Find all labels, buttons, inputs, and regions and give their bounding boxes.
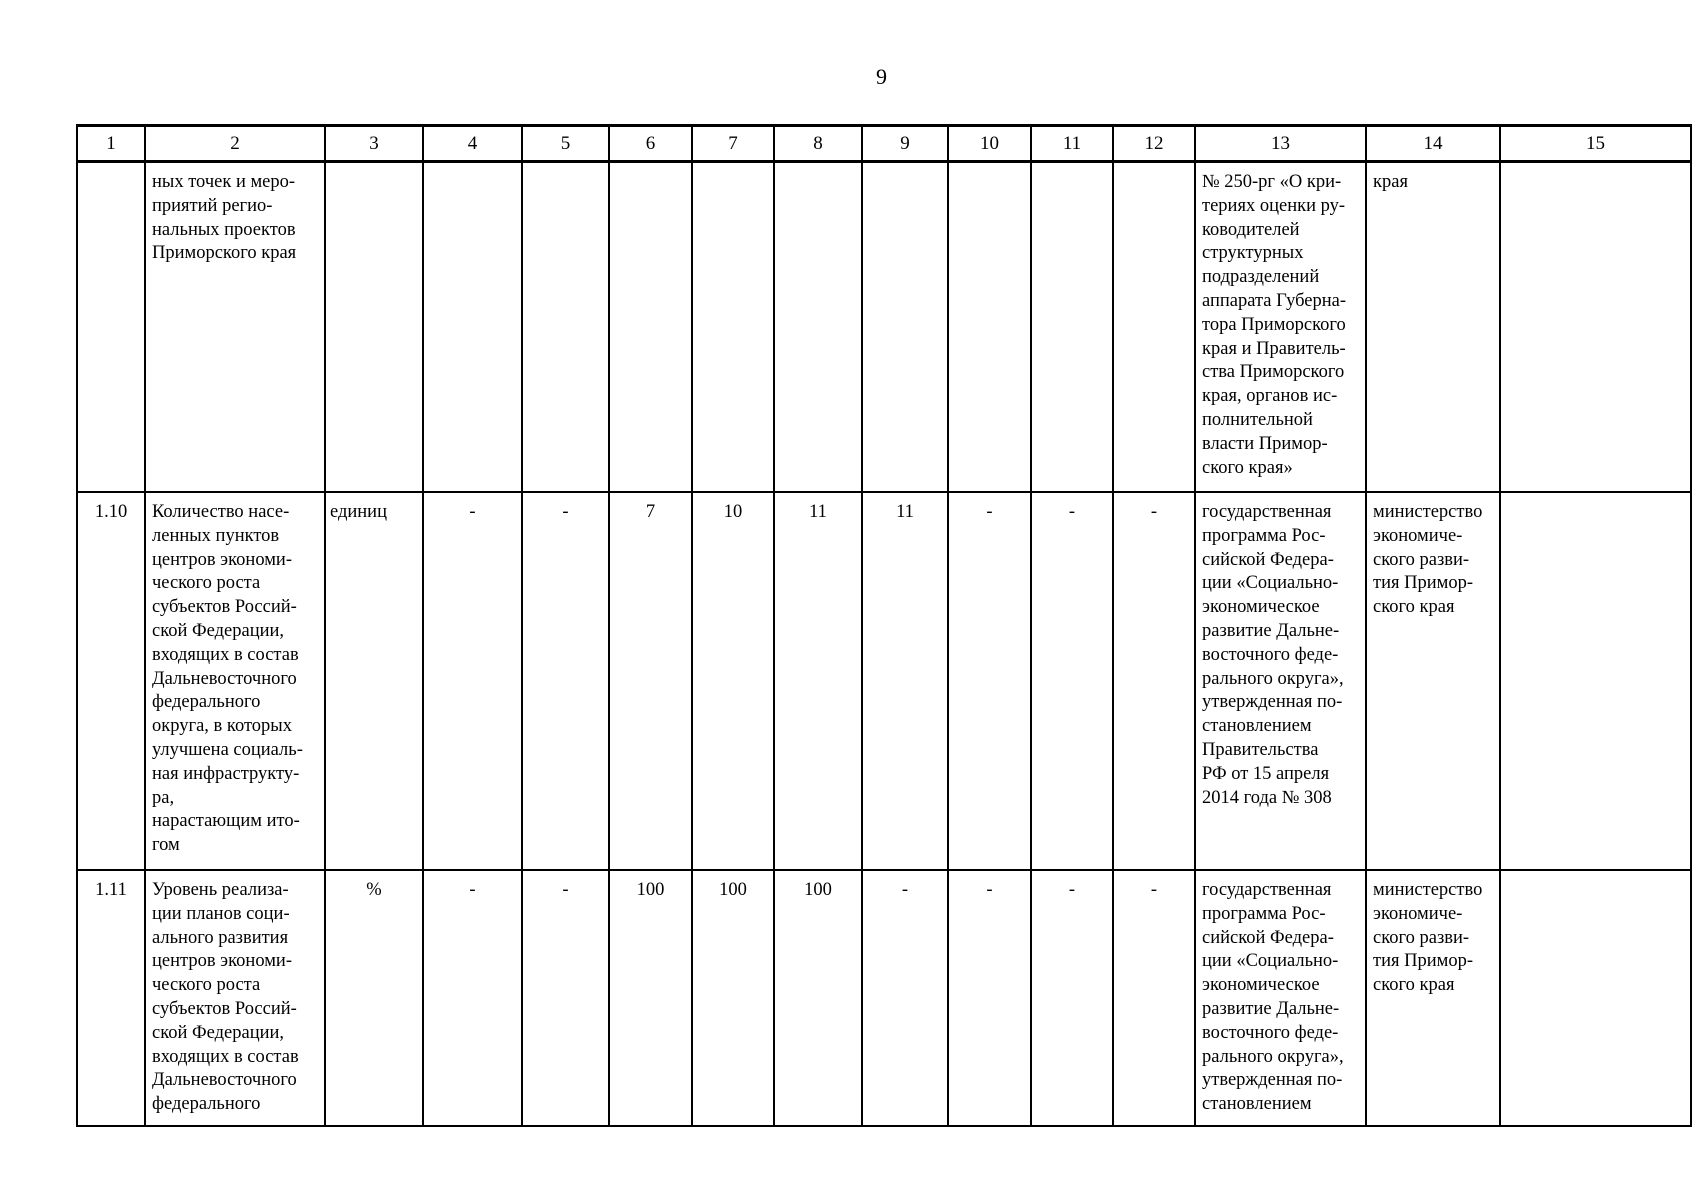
value-cell: - xyxy=(522,492,609,870)
value-cell: 100 xyxy=(609,870,692,1126)
value-cell xyxy=(522,162,609,493)
row-number xyxy=(77,162,145,493)
source-document: государственная программа Рос- сийской Федера- ции «Социально- экономическое развитие Дальне- восточного феде- рального округа», утвержденная по- становлением Правительства РФ от 15 апреля 2014 года № 308 xyxy=(1195,492,1366,870)
column-header: 4 xyxy=(423,126,522,162)
table-row xyxy=(77,870,1691,1126)
value-cell: - xyxy=(1031,492,1113,870)
value-cell xyxy=(692,162,774,493)
note-cell xyxy=(1500,162,1691,493)
note-cell xyxy=(1500,492,1691,870)
value-cell: - xyxy=(423,870,522,1126)
column-header: 12 xyxy=(1113,126,1195,162)
value-cell xyxy=(423,162,522,493)
column-header: 13 xyxy=(1195,126,1366,162)
page-number: 9 xyxy=(876,64,887,89)
table-row xyxy=(77,162,1691,493)
value-cell: - xyxy=(1031,870,1113,1126)
value-cell xyxy=(948,162,1031,493)
indicators-table xyxy=(76,124,1692,1127)
value-cell: - xyxy=(948,870,1031,1126)
value-cell xyxy=(1113,162,1195,493)
value-cell: - xyxy=(1113,870,1195,1126)
value-cell: - xyxy=(862,870,948,1126)
column-header: 10 xyxy=(948,126,1031,162)
unit-cell: % xyxy=(325,870,423,1126)
column-header: 6 xyxy=(609,126,692,162)
unit-cell xyxy=(325,162,423,493)
column-header: 5 xyxy=(522,126,609,162)
source-document: государственная программа Рос- сийской Федера- ции «Социально- экономическое развитие Дальне- восточного феде- рального округа», утвержденная по- становлением xyxy=(1195,870,1366,1126)
value-cell: 10 xyxy=(692,492,774,870)
value-cell xyxy=(1031,162,1113,493)
column-header: 11 xyxy=(1031,126,1113,162)
value-cell: - xyxy=(1113,492,1195,870)
indicator-name: ных точек и меро- приятий регио- нальных проектов Приморского края xyxy=(145,162,325,493)
value-cell xyxy=(774,162,862,493)
source-document: № 250-рг «О кри- териях оценки ру- ководителей структурных подразделений аппарата Губерна- тора Приморского края и Правитель- ства Приморского края, органов ис- полнительной власти Примор- ского края» xyxy=(1195,162,1366,493)
unit-cell: единиц xyxy=(325,492,423,870)
column-header: 7 xyxy=(692,126,774,162)
value-cell: 100 xyxy=(774,870,862,1126)
column-header: 9 xyxy=(862,126,948,162)
responsible-body: министерство экономиче- ского разви- тия Примор- ского края xyxy=(1366,870,1500,1126)
column-header: 14 xyxy=(1366,126,1500,162)
column-header: 3 xyxy=(325,126,423,162)
value-cell: 11 xyxy=(774,492,862,870)
responsible-body: края xyxy=(1366,162,1500,493)
table-header-row xyxy=(77,126,1691,162)
column-header: 2 xyxy=(145,126,325,162)
column-header: 1 xyxy=(77,126,145,162)
value-cell: - xyxy=(948,492,1031,870)
value-cell: 100 xyxy=(692,870,774,1126)
indicator-name: Уровень реализа- ции планов соци- ального развития центров экономи- ческого роста субъектов Россий- ской Федерации, входящих в состав Дальневосточного федерального xyxy=(145,870,325,1126)
table-row xyxy=(77,492,1691,870)
responsible-body: министерство экономиче- ского разви- тия Примор- ского края xyxy=(1366,492,1500,870)
value-cell: 7 xyxy=(609,492,692,870)
value-cell xyxy=(862,162,948,493)
row-number: 1.10 xyxy=(77,492,145,870)
value-cell: - xyxy=(423,492,522,870)
column-header: 8 xyxy=(774,126,862,162)
value-cell xyxy=(609,162,692,493)
row-number: 1.11 xyxy=(77,870,145,1126)
value-cell: 11 xyxy=(862,492,948,870)
value-cell: - xyxy=(522,870,609,1126)
note-cell xyxy=(1500,870,1691,1126)
indicator-name: Количество насе- ленных пунктов центров экономи- ческого роста субъектов Россий- ской Федерации, входящих в состав Дальневосточного федерального округа, в которых улучшена социаль- ная инфраструкту- ра, нарастающим ито- гом xyxy=(145,492,325,870)
column-header: 15 xyxy=(1500,126,1691,162)
